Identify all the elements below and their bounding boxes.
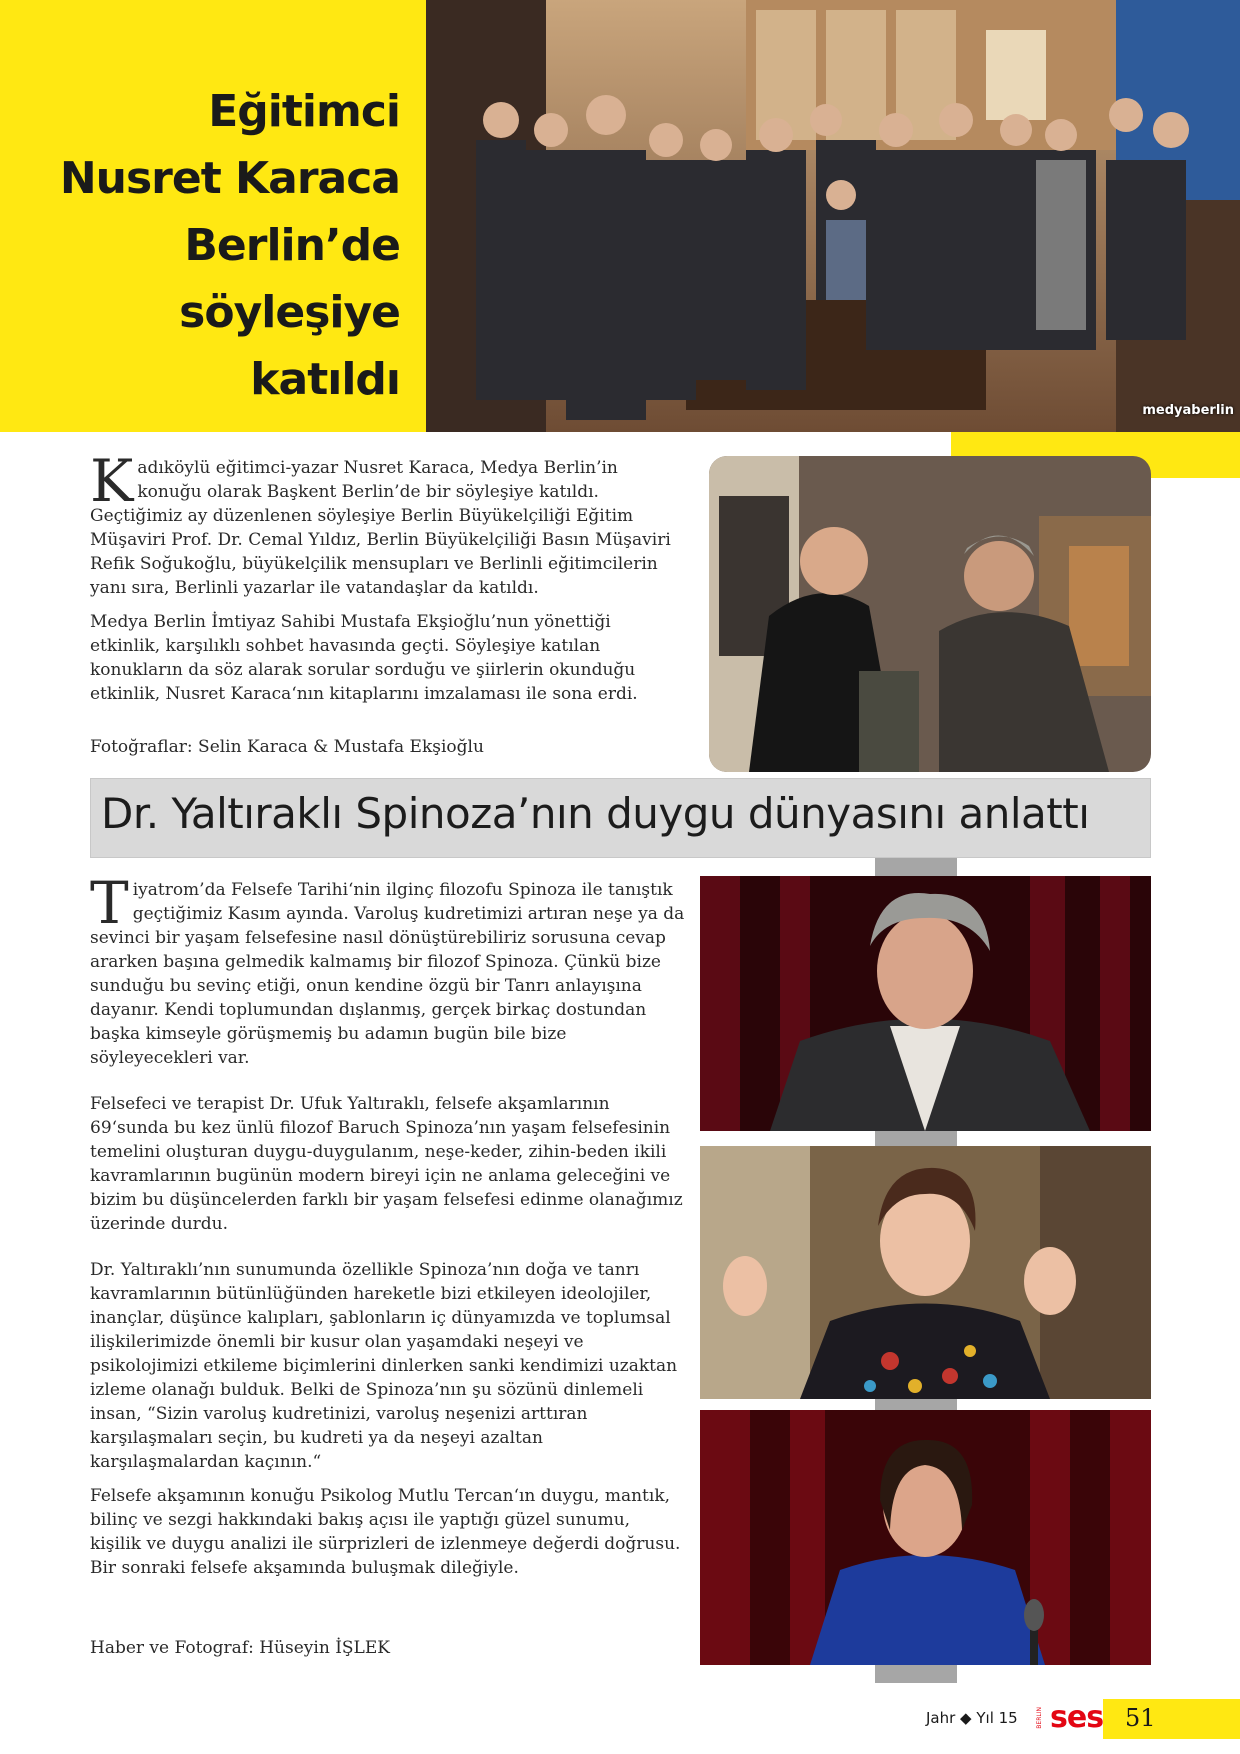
speaker-woman-photo xyxy=(700,1146,1151,1399)
headline-panel xyxy=(0,0,426,432)
article1-paragraph xyxy=(90,447,682,600)
article2-paragraph: Dr. Yaltıraklı’nın sunumunda özellikle Spinoza’nın doğa ve tanrı kavramlarının bütünlüğünden hareketle bizi etkileyen ideolojiler, inançlar, düşünce kalıpları, şablonların iç dünyamızda ve toplumsal ilişkilerimizde önemli bir kusur olan yaşamdaki neşeyi ve psikolojimizi etkileme biçimlerini dinlerken sanki kendimizi uzaktan izleme olanağı bulduk. Belki de Spinoza’nın şu sözünü dinlemeli insan, “Sizin varoluş kudretinizi, varoluş neşenizi arttıran karşılaşmaları seçin, bu kudreti ya da neşeyi azaltan karşılaşmalardan kaçının.“ xyxy=(90,1260,678,1472)
article2-title-banner xyxy=(90,778,1151,858)
page-number-box xyxy=(1103,1699,1240,1739)
article2-credit: Haber ve Fotograf: Hüseyin İŞLEK xyxy=(90,1638,390,1658)
issue-year: Jahr ◆ Yıl 15 xyxy=(926,1709,1018,1727)
photo-connector xyxy=(875,1665,957,1683)
article2-title: Dr. Yaltıraklı Spinoza’nın duygu dünyasını anlattı xyxy=(101,789,1090,838)
article2-paragraph: Felsefe akşamının konuğu Psikolog Mutlu Tercan‘ın duygu, mantık, bilinç ve sezgi hakkındaki bakış açısı ile yaptığı güzel sunumu, kişilik ve duygu analizi ile sürprizleri de izlenmeye değerdi doğrusu. Bir sonraki felsefe akşamında buluşmak dileğiyle. xyxy=(90,1486,681,1578)
photo-connector xyxy=(875,858,957,876)
headline-line: Nusret Karaca xyxy=(59,153,400,204)
speaker-man-photo xyxy=(700,876,1151,1131)
article1-headline xyxy=(20,78,400,413)
group-photo xyxy=(426,0,1240,432)
two-men-photo xyxy=(709,456,1151,772)
paragraph-text: iyatrom’da Felsefe Tarihi‘nin ilginç filozofu Spinoza ile tanıştık geçtiğimiz Kasım ayında. Varoluş kudretimizi artıran neşe ya da sevinci bir yaşam felsefesine nasıl dönüştürebiliriz sorusuna cevap ararken başına gelmedik kalmamış bir filozof Spinoza. Çünkü bize sunduğu bu sevinç etiği, onun kendine özgü bir Tanrı anlayışına dayanır. Kendi toplumundan dışlanmış, gerçek birkaç dostundan başka kimseyle görüşmemiş bu adamın bugün bile bize söyleyecekleri var. xyxy=(90,880,685,1068)
dropcap: K xyxy=(90,447,134,515)
article1-photo-credit: Fotoğraflar: Selin Karaca & Mustafa Ekşioğlu xyxy=(90,737,484,757)
speaker-woman2-photo xyxy=(700,1410,1151,1665)
page-number: 51 xyxy=(1125,1704,1156,1732)
headline-line: söyleşiye xyxy=(179,287,400,338)
page-footer xyxy=(920,1699,1240,1739)
dropcap: T xyxy=(90,869,129,937)
magazine-logo: ses xyxy=(1050,1700,1104,1735)
logo-city: BERLİN xyxy=(1036,1707,1043,1729)
article1-body xyxy=(90,447,682,716)
photo-credit: medyaberlin xyxy=(1142,403,1234,418)
article2-paragraph: Felsefeci ve terapist Dr. Ufuk Yaltıraklı, felsefe akşamlarının 69‘sunda bu kez ünlü filozof Baruch Spinoza’nın yaşam felsefesinin temelini oluşturan duygu-duygulanım, neşe-keder, zihin-beden ikili kavramlarının bugünün modern bireyi için ne anlama geleceğini ve bizim bu düşüncelerden farklı bir yaşam felsefesi edinme olanağımız üzerinde durdu. xyxy=(90,1094,683,1234)
article2-paragraph xyxy=(90,869,686,1070)
photo-connector xyxy=(875,1131,957,1146)
article1-paragraph: Medya Berlin İmtiyaz Sahibi Mustafa Ekşioğlu’nun yönettiği etkinlik, karşılıklı sohbet havasında geçti. Söyleşiye katılan konukların da söz alarak sorular sorduğu ve şiirlerin okunduğu etkinlik, Nusret Karaca‘nın kitaplarını imzalaması ile sona erdi. xyxy=(90,612,638,704)
headline-line: Eğitimci xyxy=(208,86,400,137)
headline-line: Berlin’de xyxy=(184,220,400,271)
headline-line: katıldı xyxy=(250,354,400,405)
photo-connector xyxy=(875,1399,957,1410)
article2-body xyxy=(90,869,686,1602)
paragraph-text: adıköylü eğitimci-yazar Nusret Karaca, Medya Berlin’in konuğu olarak Başkent Berlin’de bir söyleşiye katıldı. Geçtiğimiz ay düzenlenen söyleşiye Berlin Büyükelçiliği Eğitim Müşaviri Prof. Dr. Cemal Yıldız, Berlin Büyükelçiliği Basın Müşaviri Refik Soğukoğlu, büyükelçilik mensupları ve Berlinli eğitimcilerin yanı sıra, Berlinli yazarlar ile vatandaşlar da katıldı. xyxy=(90,458,671,598)
